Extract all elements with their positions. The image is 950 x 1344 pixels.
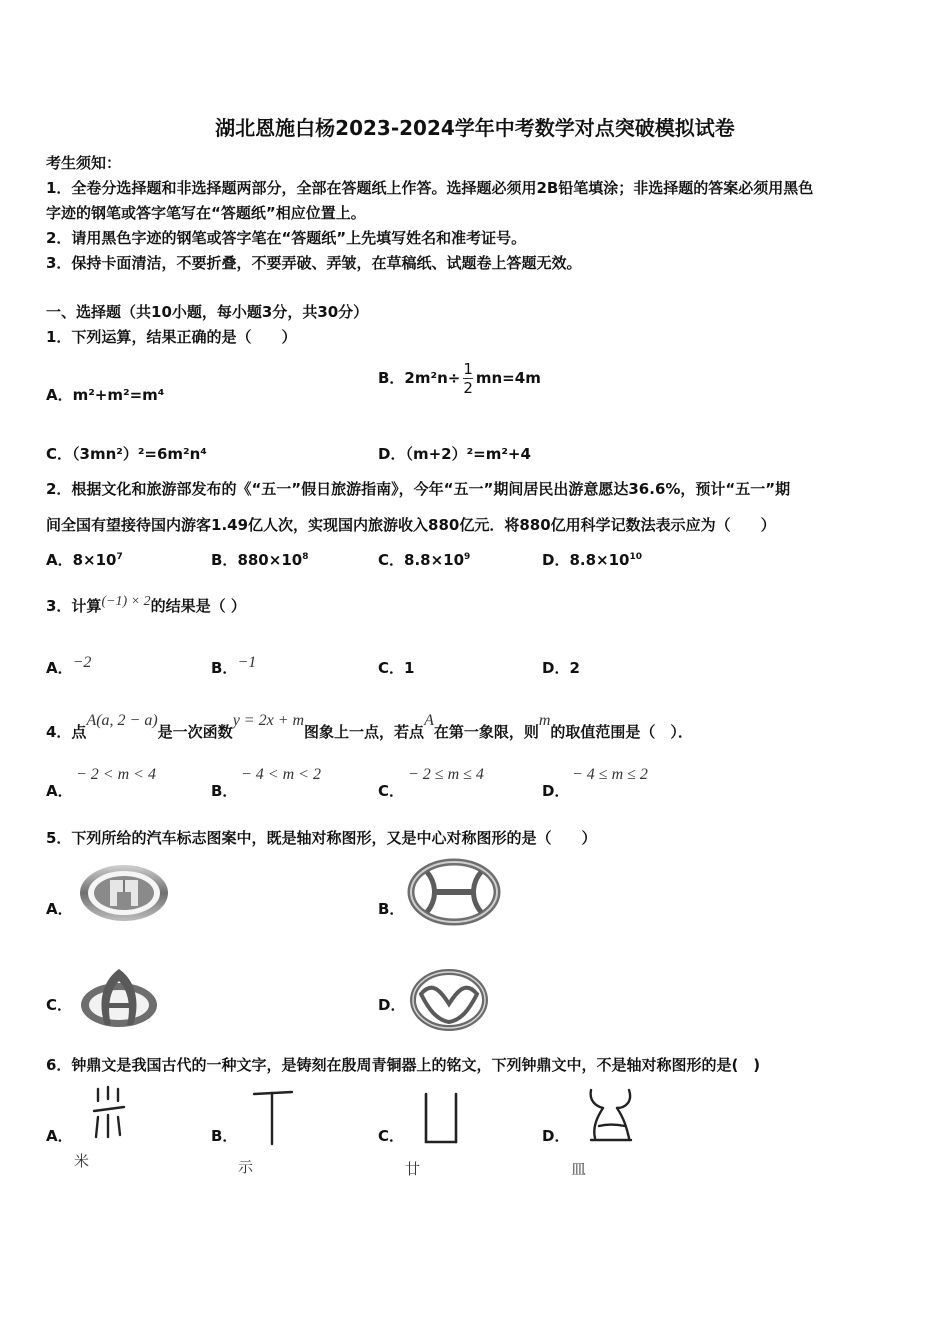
q4-option-c: C． <box>378 782 405 800</box>
point-a-expr: A(a, 2 − a) <box>86 712 158 729</box>
q1-option-b: B．2m²n÷ $\frac{1}{2}$ mn=4m <box>378 360 541 397</box>
notice-heading: 考生须知： <box>46 154 122 172</box>
q4-option-d: D． <box>542 782 570 800</box>
q3-stem: 3．计算(−1) × 2的结果是（ ） <box>46 594 246 615</box>
q4-option-a-expr: − 2 < m < 4 <box>76 766 156 783</box>
q3-option-d: D．2 <box>542 659 580 677</box>
glyph-b-caption: 示 <box>238 1158 254 1176</box>
glyph-c-caption: 廿 <box>405 1160 421 1178</box>
notice-line-2: 2．请用黑色字迹的钢笔或答字笔在“答题纸”上先填写姓名和准考证号。 <box>46 229 527 247</box>
glyph-a-caption: 米 <box>74 1152 90 1170</box>
q5-option-d: D． <box>378 996 406 1014</box>
q5-option-c: C． <box>46 996 73 1014</box>
q1-option-a: A．m²+m²=m⁴ <box>46 386 165 404</box>
car-logo-b-icon <box>407 858 501 926</box>
page-title: 湖北恩施白杨2023-2024学年中考数学对点突破模拟试卷 <box>215 116 735 140</box>
q2-option-b: B．$880\times 10^8$ <box>211 551 309 569</box>
bronze-glyph-c-icon <box>420 1090 462 1148</box>
section-heading: 一、选择题（共10小题，每小题3分，共30分） <box>46 303 369 321</box>
q2-stem-line1: 2．根据文化和旅游部发布的《“五一”假日旅游指南》，今年“五一”期间居民出游意愿达36.6%，预计“五一”期 <box>46 480 791 498</box>
q6-option-d: D． <box>542 1127 570 1145</box>
q4-option-b: B． <box>211 782 238 800</box>
fraction-one-half: $\frac{1}{2}$ <box>463 360 473 397</box>
q4-option-b-expr: − 4 < m < 2 <box>241 766 321 783</box>
car-logo-d-icon <box>409 968 489 1032</box>
q4-option-a: A． <box>46 782 73 800</box>
q2-option-c: C．$8.8\times 10^9$ <box>378 551 471 569</box>
notice-line-1b: 字迹的钢笔或答字笔写在“答题纸”相应位置上。 <box>46 204 366 222</box>
car-logo-a-icon <box>77 862 171 924</box>
linear-function-expr: y = 2x + m <box>232 712 305 729</box>
q5-stem: 5．下列所给的汽车标志图案中，既是轴对称图形，又是中心对称图形的是（ ） <box>46 829 597 847</box>
q1-option-d: D．（m+2）²=m²+4 <box>378 445 531 463</box>
notice-line-3: 3．保持卡面清洁，不要折叠，不要弄破、弄皱，在草稿纸、试题卷上答题无效。 <box>46 254 582 272</box>
q3-option-c: C．1 <box>378 659 415 677</box>
q6-option-b: B． <box>211 1127 238 1145</box>
bronze-glyph-a-icon <box>90 1085 130 1141</box>
q5-option-a: A． <box>46 900 73 918</box>
notice-line-1: 1．全卷分选择题和非选择题两部分，全部在答题纸上作答。选择题必须用2B铅笔填涂；非选择题的答案必须用黑色 <box>46 179 814 197</box>
q1-stem: 1．下列运算，结果正确的是（ ） <box>46 328 297 346</box>
q4-option-d-expr: − 4 ≤ m ≤ 2 <box>572 766 648 783</box>
q3-option-b: B．−1 <box>211 654 257 677</box>
bronze-glyph-b-icon <box>250 1088 296 1148</box>
q2-stem-line2: 间全国有望接待国内游客1.49亿人次，实现国内旅游收入880亿元．将880亿用科学记数法表示应为（ ） <box>46 516 776 534</box>
car-logo-c-icon <box>77 965 161 1031</box>
q3-expression: (−1) × 2 <box>101 594 151 609</box>
q1-option-c: C．（3mn²）²=6m²n⁴ <box>46 445 207 463</box>
q6-option-c: C． <box>378 1127 405 1145</box>
q4-stem: 4．点A(a, 2 − a)是一次函数y = 2x + m图象上一点，若点A在第一象限，则m的取值范围是（ ）． <box>46 712 693 741</box>
q4-option-c-expr: − 2 ≤ m ≤ 4 <box>408 766 484 783</box>
q2-option-a: A．$8\times 10^7$ <box>46 551 123 569</box>
q5-option-b: B． <box>378 900 405 918</box>
q6-option-a: A． <box>46 1127 73 1145</box>
q6-stem: 6．钟鼎文是我国古代的一种文字，是铸刻在殷周青铜器上的铭文，下列钟鼎文中，不是轴对称图形的是( ) <box>46 1056 761 1074</box>
q3-option-a: A．−2 <box>46 654 92 677</box>
bronze-glyph-d-icon <box>585 1086 637 1148</box>
glyph-d-caption: 皿 <box>571 1160 587 1178</box>
q2-option-d: D．$8.8\times 10^{10}$ <box>542 551 642 569</box>
